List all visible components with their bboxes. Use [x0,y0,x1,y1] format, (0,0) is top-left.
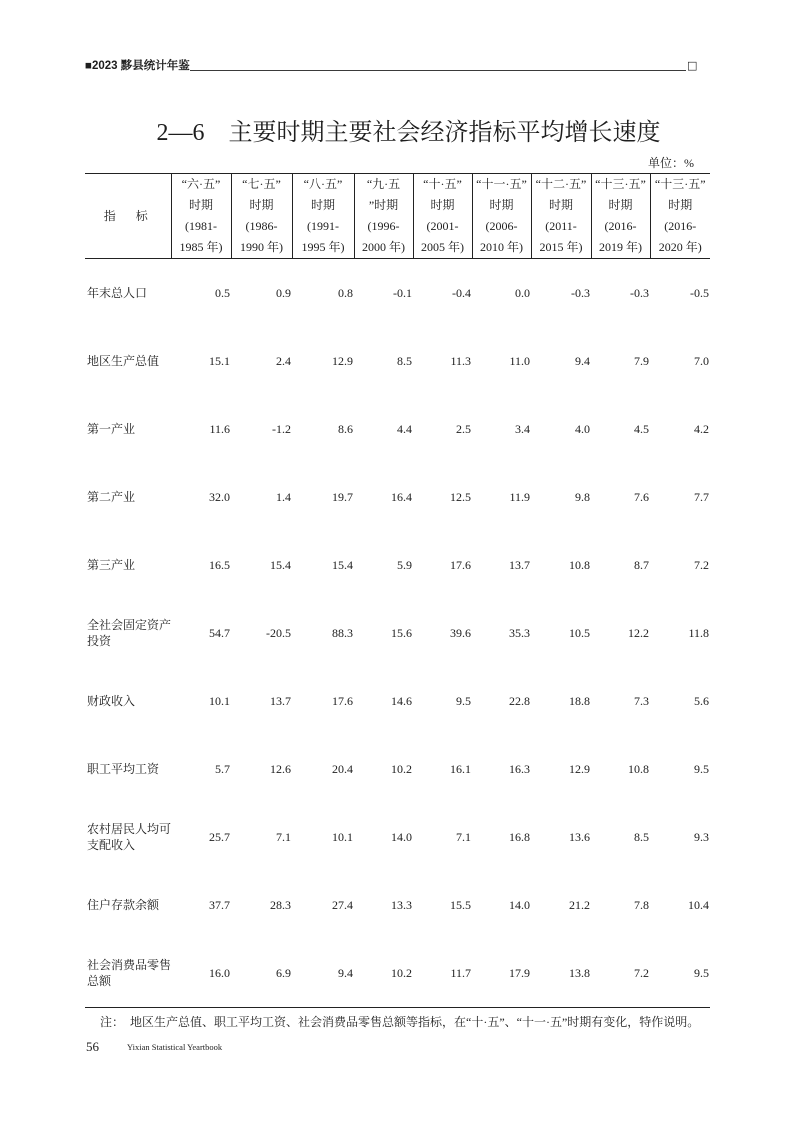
period-label: 时期 [310,198,335,212]
publication-name: Yixian Statistical Yeartbook [127,1042,223,1052]
column-header-2011-2015 [531,174,591,259]
value-cell: 10.1 [332,830,353,844]
value-cell: 8.6 [338,422,353,436]
value-cell: 10.1 [209,694,230,708]
value-cell: 11.9 [509,490,530,504]
period-name: “七·五” [242,177,281,191]
value-cell: 16.3 [509,762,530,776]
column-header-2006-2010 [472,174,531,259]
note-label: 注： [100,1015,125,1029]
value-cell: -0.1 [393,286,412,300]
years-from: (2016- [604,219,637,233]
value-cell: 15.4 [270,558,291,572]
table-row-tertiary-industry [85,531,710,599]
value-cell: 3.4 [515,422,530,436]
value-cell: 13.8 [531,939,591,1008]
value-cell: 35.3 [509,626,530,640]
period-label: ”时期 [368,198,399,212]
value-cell: 13.7 [509,558,530,572]
value-cell: 16.5 [209,558,230,572]
value-cell: 16.1 [450,762,471,776]
value-cell: 12.9 [569,762,590,776]
value-cell: 22.8 [509,694,530,708]
years-to: 1990 年) [240,240,283,254]
value-cell: 12.5 [450,490,471,504]
value-cell: 32.0 [209,490,230,504]
value-cell: 13.3 [391,898,412,912]
value-cell: 15.4 [332,558,353,572]
indicator-header: 指 标 [85,174,171,259]
value-cell: 7.8 [634,898,649,912]
value-cell: 14.6 [391,694,412,708]
value-cell: 7.0 [694,354,709,368]
value-cell: 10.4 [688,898,709,912]
value-cell: 10.2 [354,939,413,1008]
years-to: 1985 年) [179,240,223,254]
value-cell: 17.9 [472,939,531,1008]
column-header-2001-2005 [413,174,472,259]
years-to: 2020 年) [658,240,702,254]
period-name: “十·五” [423,177,462,191]
years-to: 2019 年) [599,240,642,254]
period-label: 时期 [430,198,455,212]
value-cell: 17.6 [332,694,353,708]
value-cell: 11.8 [688,626,709,640]
value-cell: 5.9 [397,558,412,572]
value-cell: 4.5 [634,422,649,436]
period-label: 时期 [489,198,514,212]
value-cell: 7.6 [634,490,649,504]
value-cell: 25.7 [209,830,230,844]
years-from: (2016- [664,219,697,233]
value-cell: 18.8 [569,694,590,708]
column-header-1981-1985 [171,174,231,259]
value-cell: 0.8 [338,286,353,300]
table-row-average-wage [85,735,710,803]
unit-label: 单位：% [648,156,694,170]
row-label: 住户存款余额 [87,898,160,912]
value-cell: -20.5 [266,626,291,640]
years-to: 2000 年) [362,240,405,254]
period-name: “八·五” [303,177,343,191]
period-label: 时期 [188,198,213,212]
value-cell: 13.7 [270,694,291,708]
period-label: 时期 [608,198,633,212]
value-cell: 10.2 [391,762,412,776]
value-cell: 15.1 [209,354,230,368]
running-head-title: ■2023 黟县统计年鉴 [85,60,190,72]
value-cell: 10.5 [569,626,590,640]
table-row-retail-sales [85,939,710,1008]
value-cell: -1.2 [272,422,291,436]
value-cell: 14.0 [509,898,530,912]
value-cell: 7.1 [276,830,291,844]
value-cell: -0.4 [452,286,471,300]
value-cell: 12.2 [628,626,649,640]
value-cell: 4.2 [694,422,709,436]
value-cell: 8.5 [634,830,649,844]
column-header-2016-2019 [591,174,650,259]
value-cell: 9.4 [292,939,354,1008]
value-cell: 0.5 [215,286,230,300]
value-cell: 88.3 [332,626,353,640]
value-cell: 12.6 [270,762,291,776]
row-label: 第二产业 [87,490,136,504]
value-cell: 7.7 [694,490,709,504]
period-label: 时期 [548,198,573,212]
column-header-2016-2020 [650,174,710,259]
value-cell: -0.3 [571,286,590,300]
years-from: (2011- [545,219,577,233]
value-cell: 0.9 [276,286,291,300]
row-label: 职工平均工资 [87,762,160,776]
page-number: 56 [86,1039,99,1054]
years-from: (1991- [307,219,339,233]
period-name: “九·五 [366,177,401,191]
value-cell: 54.7 [209,626,230,640]
value-cell: 37.7 [209,898,230,912]
running-head-rule [190,70,686,71]
value-cell: 6.9 [231,939,292,1008]
value-cell: 5.7 [215,762,230,776]
years-from: (2006- [485,219,518,233]
table-row-rural-disposable-income [85,803,710,871]
page-title: 2—6 主要时期主要社会经济指标平均增长速度 [156,120,661,146]
row-label: 农村居民人均可 支配收入 [87,822,172,852]
note-text: 地区生产总值、职工平均工资、社会消费品零售总额等指标，在“十·五”、“十一·五”时期有变化，特作说明。 [130,1015,700,1029]
value-cell: 9.4 [575,354,590,368]
table-row-gdp [85,327,710,395]
value-cell: 13.6 [569,830,590,844]
period-name: “六·五” [181,177,221,191]
value-cell: 27.4 [332,898,353,912]
years-to: 2015 年) [539,240,583,254]
value-cell: 5.6 [694,694,709,708]
column-header-1996-2000 [354,174,413,259]
running-head-end-mark: □ [687,59,698,72]
value-cell: 2.4 [276,354,291,368]
value-cell: 20.4 [332,762,353,776]
period-name: “十一·五” [476,177,527,191]
value-cell: 9.5 [694,762,709,776]
table-row-fixed-asset-investment [85,599,710,667]
period-name: “十三·五” [595,177,646,191]
value-cell: 16.0 [171,939,231,1008]
period-label: 时期 [249,198,274,212]
years-to: 1995 年) [301,240,345,254]
column-header-1986-1990 [231,174,292,259]
table-header-row [85,174,710,259]
value-cell: 17.6 [450,558,471,572]
value-cell: 19.7 [332,490,353,504]
period-name: “十二·五” [535,177,587,191]
value-cell: 0.0 [515,286,530,300]
row-label: 财政收入 [87,694,136,708]
value-cell: 7.2 [694,558,709,572]
table-row-secondary-industry [85,463,710,531]
years-to: 2010 年) [480,240,523,254]
table-row-year-end-population [85,259,710,328]
table-row-primary-industry [85,395,710,463]
table-row-fiscal-revenue [85,667,710,735]
value-cell: 4.4 [397,422,412,436]
value-cell: 16.4 [391,490,412,504]
value-cell: 9.5 [650,939,710,1008]
value-cell: 10.8 [569,558,590,572]
row-label: 年末总人口 [87,286,148,300]
years-from: (1996- [367,219,400,233]
row-label: 全社会固定资产 投资 [87,618,172,648]
value-cell: 39.6 [450,626,471,640]
value-cell: 15.5 [450,898,471,912]
value-cell: 8.7 [634,558,649,572]
row-label: 社会消费品零售 总额 [85,939,171,1008]
value-cell: 9.5 [456,694,471,708]
row-label: 地区生产总值 [87,354,160,368]
value-cell: 11.7 [413,939,472,1008]
years-from: (1986- [245,219,278,233]
stat-table [85,173,710,1008]
column-header-1991-1995 [292,174,354,259]
value-cell: 8.5 [397,354,412,368]
value-cell: 16.8 [509,830,530,844]
value-cell: -0.3 [630,286,649,300]
value-cell: 11.3 [450,354,471,368]
value-cell: 28.3 [270,898,291,912]
value-cell: 10.8 [628,762,649,776]
value-cell: -0.5 [690,286,709,300]
value-cell: 7.2 [591,939,650,1008]
value-cell: 11.0 [509,354,530,368]
value-cell: 14.0 [391,830,412,844]
period-name: “十三·五” [654,177,706,191]
value-cell: 12.9 [332,354,353,368]
years-from: (1981- [185,219,217,233]
value-cell: 2.5 [456,422,471,436]
value-cell: 1.4 [276,490,291,504]
value-cell: 4.0 [575,422,590,436]
value-cell: 7.9 [634,354,649,368]
value-cell: 21.2 [569,898,590,912]
value-cell: 11.6 [209,422,230,436]
years-to: 2005 年) [421,240,464,254]
value-cell: 7.1 [456,830,471,844]
row-label: 第一产业 [87,422,136,436]
table-row-household-deposits [85,871,710,939]
years-from: (2001- [426,219,459,233]
value-cell: 15.6 [391,626,412,640]
value-cell: 9.3 [694,830,709,844]
period-label: 时期 [668,198,693,212]
row-label: 第三产业 [87,558,136,572]
value-cell: 7.3 [634,694,649,708]
value-cell: 9.8 [575,490,590,504]
